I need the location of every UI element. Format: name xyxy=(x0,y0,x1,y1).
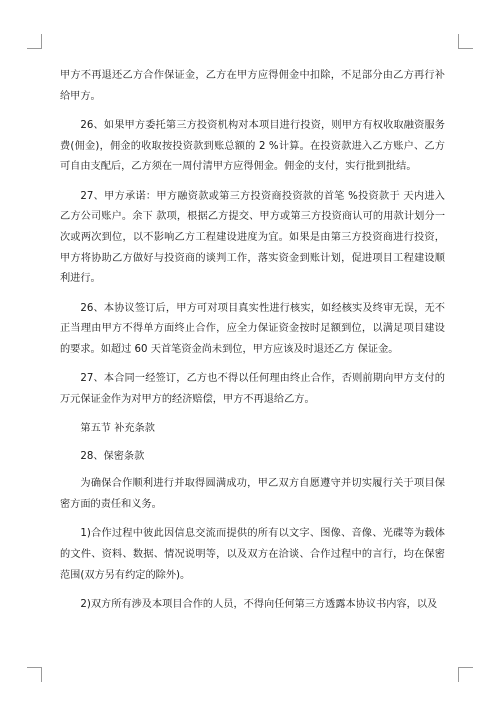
paragraph-confidentiality-item-1: 1)合作过程中彼此因信息交流而提供的所有以文字、图像、音像、光碟等为载体的文件、资料、数据、情况说明等，以及双方在洽谈、合作过程中的言行，均在保密范围(双方另有约定的除外)。 xyxy=(60,528,445,581)
paragraph-clause-26-verification: 26、本协议签订后，甲方可对项目真实性进行核实，如经核实及终审无误，无不正当理由甲方不得单方面终止合作，应全力保证资金按时足额到位，以满足项目建设的要求。如超过 60 天首笔资金尚未到位，甲方应该及时退还乙方 保证金。 xyxy=(60,302,445,355)
paragraph-continuation: 甲方不再退还乙方合作保证金，乙方在甲方应得佣金中扣除，不足部分由乙方再行补给甲方。 xyxy=(60,70,445,102)
crop-mark-bottom-right xyxy=(458,667,473,682)
paragraph-clause-27-termination: 27、本合同一经签订，乙方也不得以任何理由终止合作，否则前期向甲方支付的万元保证金作为对甲方的经济赔偿，甲方不再退给乙方。 xyxy=(60,373,445,405)
crop-mark-bottom-left xyxy=(27,667,42,682)
paragraph-confidentiality-item-2: 2)双方所有涉及本项目合作的人员，不得向任何第三方透露本协议书内容，以及 xyxy=(80,598,438,610)
crop-mark-top-left xyxy=(27,34,42,49)
paragraph-clause-26-financing-fee: 26、如果甲方委托第三方投资机构对本项目进行投资，则甲方有权收取融资服务费(佣金)，佣金的收取按投资款到账总额的 2 %计算。在投资款进入乙方账户、乙方可自由支配后，乙方须在一周付清甲方应得佣金。佣金的支付，实行批到批结。 xyxy=(60,119,445,173)
paragraph-confidentiality-intro: 为确保合作顺利进行并取得圆满成功，甲乙双方自愿遵守并切实履行关于项目保密方面的责任和义务。 xyxy=(60,478,445,511)
paragraph-clause-27-funding-commitment: 27、甲方承诺：甲方融资款或第三方投资商投资款的首笔 %投资款于 天内进入乙方公司账户。余下 款项，根据乙方提交、甲方或第三方投资商认可的用款计划分一次或两次到位，以不影响乙方工程建设进度为宜。如果是由第三方投资商进行投资，甲方将协助乙方做好与投资商的谈判工作，落实资金到账计划，促进项目工程建设顺利进行。 xyxy=(60,190,445,285)
crop-mark-top-right xyxy=(458,34,473,49)
document-body xyxy=(60,66,445,624)
section-heading-supplementary: 第五节 补充条款 xyxy=(80,423,155,435)
clause-heading-confidentiality: 28、保密条款 xyxy=(80,450,145,462)
